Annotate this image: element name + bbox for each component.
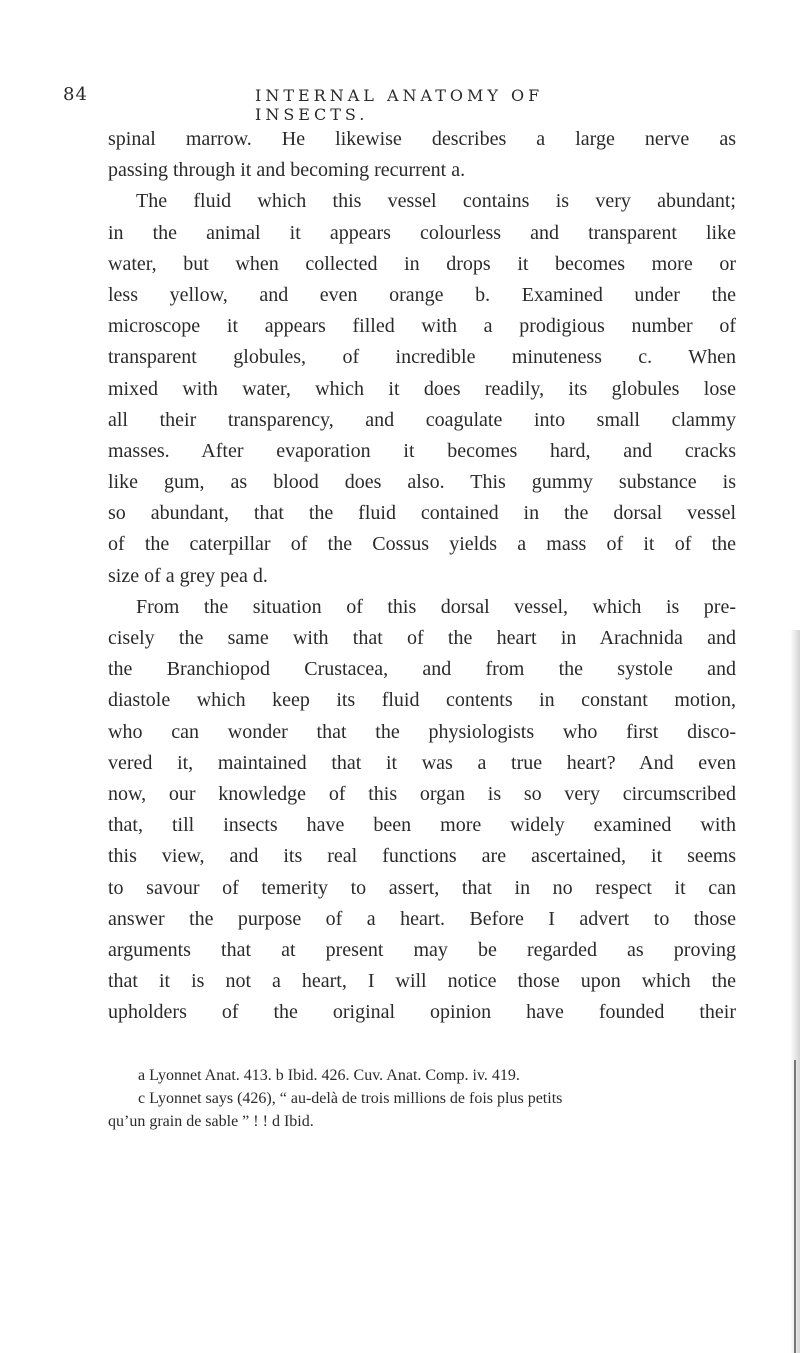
text-line: who can wonder that the physiologists who first disco- xyxy=(108,720,736,743)
text-line: masses. After evaporation it becomes hard, and cracks xyxy=(108,439,736,462)
text-line: in the animal it appears colourless and transparent like xyxy=(108,221,736,244)
footnote-line: c Lyonnet says (426), “ au-delà de trois millions de fois plus petits xyxy=(138,1090,563,1107)
body-text xyxy=(108,124,736,1028)
text-line: microscope it appears filled with a prodigious number of xyxy=(108,315,736,338)
text-line: passing through it and becoming recurrent a. xyxy=(108,159,466,182)
text-line: diastole which keep its fluid contents in constant motion, xyxy=(108,689,736,712)
footnotes xyxy=(108,1064,736,1133)
text-line: The fluid which this vessel contains is very abundant; xyxy=(136,190,736,213)
text-line: so abundant, that the fluid contained in the dorsal vessel xyxy=(108,502,736,525)
text-line: transparent globules, of incredible minuteness c. When xyxy=(108,346,736,369)
text-line: From the situation of this dorsal vessel, which is pre- xyxy=(136,595,736,618)
text-line: mixed with water, which it does readily, its globules lose xyxy=(108,377,736,400)
text-line: all their transparency, and coagulate into small clammy xyxy=(108,408,736,431)
text-line: less yellow, and even orange b. Examined under the xyxy=(108,283,736,306)
text-line: that, till insects have been more widely examined with xyxy=(108,814,736,837)
text-line: arguments that at present may be regarded as proving xyxy=(108,938,736,961)
running-head: INTERNAL ANATOMY OF INSECTS. xyxy=(255,86,544,124)
text-line: spinal marrow. He likewise describes a large nerve as xyxy=(108,128,736,150)
text-line: answer the purpose of a heart. Before I advert to those xyxy=(108,907,736,930)
footnote-line: a Lyonnet Anat. 413. b Ibid. 426. Cuv. Anat. Comp. iv. 419. xyxy=(138,1067,520,1084)
text-line: size of a grey pea d. xyxy=(108,564,268,587)
footnote-line: qu’un grain de sable ” ! ! d Ibid. xyxy=(108,1113,314,1130)
text-line: of the caterpillar of the Cossus yields a mass of it of the xyxy=(108,533,736,556)
page-edge-line xyxy=(794,1060,796,1353)
text-line: this view, and its real functions are ascertained, it seems xyxy=(108,845,736,868)
text-line: to savour of temerity to assert, that in no respect it can xyxy=(108,876,736,899)
page-header xyxy=(63,84,623,124)
text-line: upholders of the original opinion have founded their xyxy=(108,1001,736,1024)
text-line: like gum, as blood does also. This gummy substance is xyxy=(108,471,736,494)
text-line: cisely the same with that of the heart in Arachnida and xyxy=(108,627,736,649)
text-line: that it is not a heart, I will notice those upon which the xyxy=(108,970,736,993)
text-line: water, but when collected in drops it becomes more or xyxy=(108,252,736,275)
text-line: now, our knowledge of this organ is so very circumscribed xyxy=(108,782,736,805)
page-number: 84 xyxy=(63,84,88,105)
text-line: the Branchiopod Crustacea, and from the systole and xyxy=(108,658,736,681)
text-line: vered it, maintained that it was a true heart? And even xyxy=(108,751,736,774)
